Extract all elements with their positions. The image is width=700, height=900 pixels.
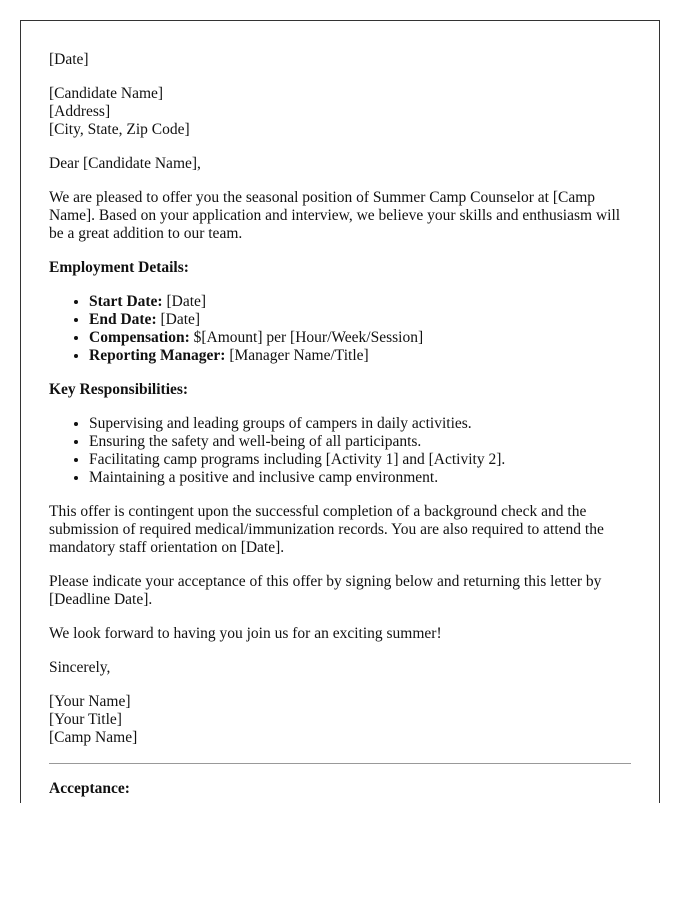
responsibility-item: • Facilitating camp programs including [Activity 1] and [Activity 2].	[89, 451, 631, 469]
employment-label: Start Date:	[89, 293, 163, 310]
acceptance-request-paragraph: Please indicate your acceptance of this offer by signing below and returning this letter by [Deadline Date].	[49, 573, 602, 608]
employment-details-heading: Employment Details:	[49, 259, 189, 276]
closing-line: We look forward to having you join us for an exciting summer!	[49, 625, 442, 642]
employment-item-start	[89, 293, 631, 311]
employment-label: End Date:	[89, 311, 157, 328]
sender-title: [Your Title]	[49, 711, 122, 728]
acceptance-heading: Acceptance:	[49, 780, 130, 797]
employment-label: Reporting Manager:	[89, 347, 226, 364]
signoff: Sincerely,	[49, 659, 111, 676]
responsibility-item: • Maintaining a positive and inclusive camp environment.	[89, 469, 631, 487]
recipient-name: [Candidate Name]	[49, 85, 164, 102]
offer-letter	[20, 20, 660, 803]
divider	[49, 763, 631, 764]
sender-signature-block	[49, 693, 631, 747]
responsibility-item: • Ensuring the safety and well-being of all participants.	[89, 433, 631, 451]
employment-value: [Date]	[162, 293, 207, 310]
salutation: Dear [Candidate Name],	[49, 155, 201, 172]
recipient-city: [City, State, Zip Code]	[49, 121, 190, 138]
letter-date: [Date]	[49, 51, 89, 68]
sender-name: [Your Name]	[49, 693, 131, 710]
intro-paragraph: We are pleased to offer you the seasonal position of Summer Camp Counselor at [Camp Name]. Based on your application and interview, we believe your skills and enthusiasm will be a great addition to our team.	[49, 189, 621, 242]
recipient-street: [Address]	[49, 103, 111, 120]
responsibility-item: • Supervising and leading groups of campers in daily activities.	[89, 415, 631, 433]
sender-camp: [Camp Name]	[49, 729, 138, 746]
recipient-address	[49, 85, 631, 139]
employment-label: Compensation:	[89, 329, 190, 346]
employment-item-manager	[89, 347, 631, 365]
employment-value: $[Amount] per [Hour/Week/Session]	[189, 329, 424, 346]
responsibilities-heading: Key Responsibilities:	[49, 381, 189, 398]
employment-item-compensation	[89, 329, 631, 347]
contingency-paragraph: This offer is contingent upon the successful completion of a background check and the submission of required medical/immunization records. You are also required to attend the mandatory staff orientation on [Date].	[49, 503, 604, 556]
responsibilities-list	[49, 415, 631, 487]
employment-details-list	[49, 293, 631, 365]
employment-value: [Manager Name/Title]	[225, 347, 369, 364]
employment-item-end	[89, 311, 631, 329]
employment-value: [Date]	[156, 311, 201, 328]
